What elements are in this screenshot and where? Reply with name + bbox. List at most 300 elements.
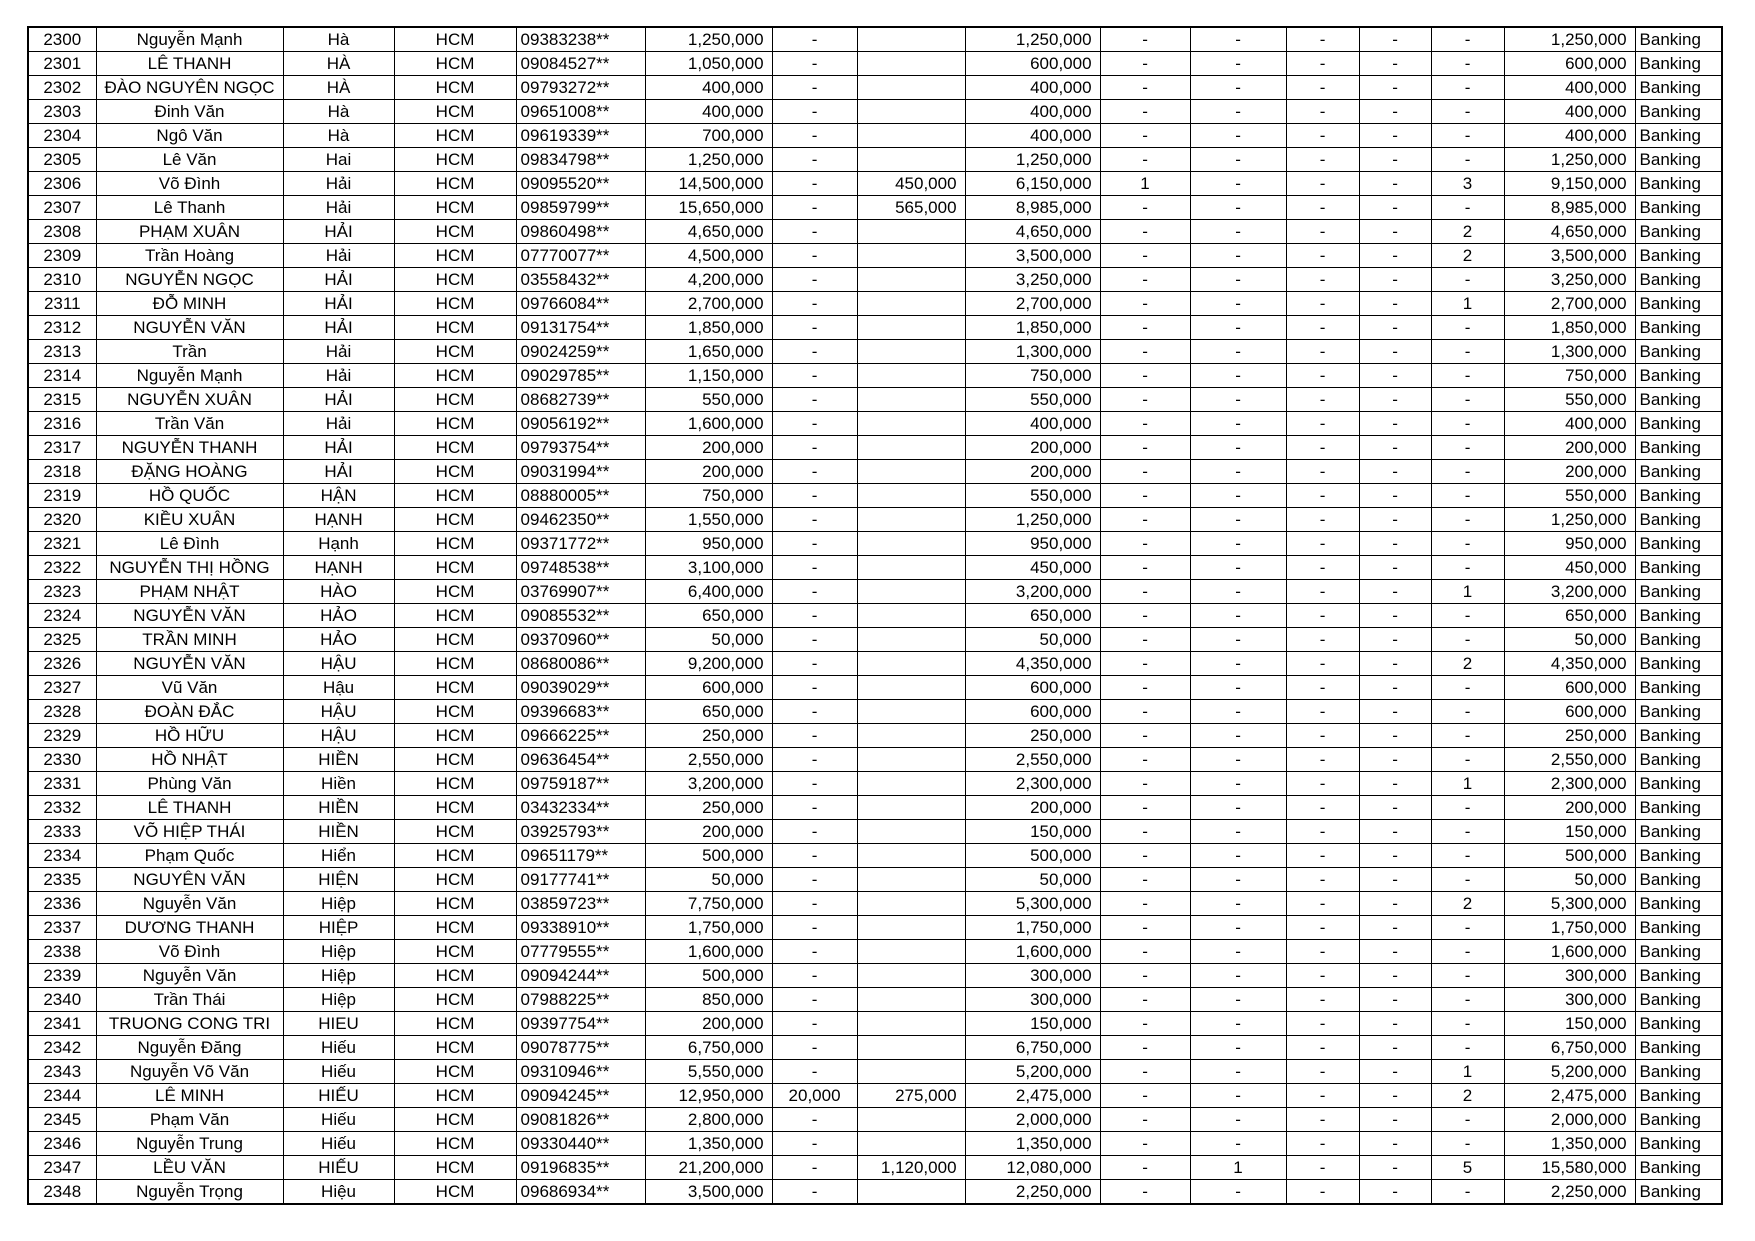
- flag-4-cell: -: [1359, 1036, 1431, 1060]
- deduction-cell: -: [772, 460, 857, 484]
- row-number: 2321: [28, 532, 96, 556]
- surname-cell: ĐÀO NGUYÊN NGỌC: [96, 76, 283, 100]
- flag-1-cell: -: [1100, 892, 1190, 916]
- flag-4-cell: -: [1359, 460, 1431, 484]
- flag-1-cell: -: [1100, 100, 1190, 124]
- net-amount-cell: 400,000: [965, 124, 1100, 148]
- net-amount-cell: 200,000: [965, 796, 1100, 820]
- row-number: 2334: [28, 844, 96, 868]
- paid-amount-cell: 400,000: [1504, 124, 1635, 148]
- flag-4-cell: -: [1359, 532, 1431, 556]
- gross-amount-cell: 400,000: [645, 76, 772, 100]
- flag-3-cell: -: [1286, 1012, 1359, 1036]
- fee-cell: [857, 556, 965, 580]
- gross-amount-cell: 2,550,000: [645, 748, 772, 772]
- method-cell: Banking: [1635, 844, 1722, 868]
- phone-cell: 09081826**: [516, 1108, 645, 1132]
- paid-amount-cell: 5,200,000: [1504, 1060, 1635, 1084]
- net-amount-cell: 2,700,000: [965, 292, 1100, 316]
- count-cell: -: [1431, 268, 1504, 292]
- gross-amount-cell: 400,000: [645, 100, 772, 124]
- table-row: [28, 844, 1722, 868]
- flag-3-cell: -: [1286, 268, 1359, 292]
- flag-3-cell: -: [1286, 628, 1359, 652]
- paid-amount-cell: 50,000: [1504, 868, 1635, 892]
- net-amount-cell: 550,000: [965, 388, 1100, 412]
- net-amount-cell: 200,000: [965, 436, 1100, 460]
- method-cell: Banking: [1635, 508, 1722, 532]
- fee-cell: [857, 27, 965, 52]
- phone-cell: 09383238**: [516, 27, 645, 52]
- table-row: [28, 892, 1722, 916]
- surname-cell: Phạm Văn: [96, 1108, 283, 1132]
- paid-amount-cell: 200,000: [1504, 436, 1635, 460]
- row-number: 2331: [28, 772, 96, 796]
- flag-2-cell: -: [1190, 868, 1286, 892]
- city-cell: HCM: [394, 844, 516, 868]
- flag-2-cell: -: [1190, 340, 1286, 364]
- fee-cell: [857, 724, 965, 748]
- count-cell: -: [1431, 748, 1504, 772]
- flag-3-cell: -: [1286, 1060, 1359, 1084]
- city-cell: HCM: [394, 220, 516, 244]
- city-cell: HCM: [394, 652, 516, 676]
- count-cell: -: [1431, 676, 1504, 700]
- flag-4-cell: -: [1359, 628, 1431, 652]
- paid-amount-cell: 2,475,000: [1504, 1084, 1635, 1108]
- fee-cell: [857, 676, 965, 700]
- table-row: [28, 364, 1722, 388]
- method-cell: Banking: [1635, 724, 1722, 748]
- flag-4-cell: -: [1359, 1012, 1431, 1036]
- deduction-cell: -: [772, 364, 857, 388]
- flag-3-cell: -: [1286, 508, 1359, 532]
- method-cell: Banking: [1635, 172, 1722, 196]
- method-cell: Banking: [1635, 580, 1722, 604]
- city-cell: HCM: [394, 52, 516, 76]
- phone-cell: 03432334**: [516, 796, 645, 820]
- flag-2-cell: -: [1190, 1132, 1286, 1156]
- table-row: [28, 27, 1722, 52]
- flag-2-cell: -: [1190, 676, 1286, 700]
- flag-4-cell: -: [1359, 1060, 1431, 1084]
- net-amount-cell: 250,000: [965, 724, 1100, 748]
- flag-1-cell: -: [1100, 940, 1190, 964]
- paid-amount-cell: 950,000: [1504, 532, 1635, 556]
- flag-2-cell: -: [1190, 460, 1286, 484]
- city-cell: HCM: [394, 436, 516, 460]
- fee-cell: 275,000: [857, 1084, 965, 1108]
- fee-cell: [857, 964, 965, 988]
- city-cell: HCM: [394, 508, 516, 532]
- flag-1-cell: -: [1100, 652, 1190, 676]
- method-cell: Banking: [1635, 1036, 1722, 1060]
- flag-3-cell: -: [1286, 220, 1359, 244]
- deduction-cell: -: [772, 940, 857, 964]
- flag-3-cell: -: [1286, 580, 1359, 604]
- count-cell: -: [1431, 916, 1504, 940]
- row-number: 2302: [28, 76, 96, 100]
- given-name-cell: Hiệp: [283, 940, 394, 964]
- flag-3-cell: -: [1286, 556, 1359, 580]
- net-amount-cell: 200,000: [965, 460, 1100, 484]
- flag-1-cell: -: [1100, 676, 1190, 700]
- method-cell: Banking: [1635, 316, 1722, 340]
- method-cell: Banking: [1635, 1180, 1722, 1205]
- row-number: 2318: [28, 460, 96, 484]
- given-name-cell: Hiếu: [283, 1132, 394, 1156]
- table-row: [28, 1156, 1722, 1180]
- city-cell: HCM: [394, 988, 516, 1012]
- phone-cell: 09636454**: [516, 748, 645, 772]
- surname-cell: NGUYÊN VĂN: [96, 868, 283, 892]
- count-cell: -: [1431, 1036, 1504, 1060]
- phone-cell: 08682739**: [516, 388, 645, 412]
- surname-cell: DƯƠNG THANH: [96, 916, 283, 940]
- gross-amount-cell: 200,000: [645, 1012, 772, 1036]
- gross-amount-cell: 50,000: [645, 628, 772, 652]
- city-cell: HCM: [394, 532, 516, 556]
- flag-2-cell: -: [1190, 508, 1286, 532]
- flag-2-cell: -: [1190, 172, 1286, 196]
- flag-3-cell: -: [1286, 1108, 1359, 1132]
- net-amount-cell: 650,000: [965, 604, 1100, 628]
- table-row: [28, 916, 1722, 940]
- table-row: [28, 508, 1722, 532]
- net-amount-cell: 600,000: [965, 676, 1100, 700]
- net-amount-cell: 1,850,000: [965, 316, 1100, 340]
- deduction-cell: -: [772, 1036, 857, 1060]
- given-name-cell: HIẾU: [283, 1156, 394, 1180]
- flag-3-cell: -: [1286, 1036, 1359, 1060]
- table-row: [28, 1132, 1722, 1156]
- phone-cell: 09651008**: [516, 100, 645, 124]
- table-row: [28, 748, 1722, 772]
- net-amount-cell: 8,985,000: [965, 196, 1100, 220]
- given-name-cell: HẢI: [283, 292, 394, 316]
- given-name-cell: HẬN: [283, 484, 394, 508]
- fee-cell: [857, 1036, 965, 1060]
- given-name-cell: Hiệp: [283, 892, 394, 916]
- row-number: 2314: [28, 364, 96, 388]
- flag-4-cell: -: [1359, 964, 1431, 988]
- method-cell: Banking: [1635, 1156, 1722, 1180]
- flag-1-cell: -: [1100, 988, 1190, 1012]
- surname-cell: Trần Văn: [96, 412, 283, 436]
- table-row: [28, 1108, 1722, 1132]
- fee-cell: [857, 76, 965, 100]
- table-row: [28, 724, 1722, 748]
- flag-2-cell: -: [1190, 1012, 1286, 1036]
- flag-1-cell: -: [1100, 748, 1190, 772]
- phone-cell: 09396683**: [516, 700, 645, 724]
- net-amount-cell: 50,000: [965, 628, 1100, 652]
- flag-4-cell: -: [1359, 436, 1431, 460]
- flag-2-cell: -: [1190, 364, 1286, 388]
- method-cell: Banking: [1635, 292, 1722, 316]
- paid-amount-cell: 1,750,000: [1504, 916, 1635, 940]
- net-amount-cell: 150,000: [965, 1012, 1100, 1036]
- flag-2-cell: -: [1190, 1060, 1286, 1084]
- surname-cell: NGUYỄN NGỌC: [96, 268, 283, 292]
- deduction-cell: -: [772, 268, 857, 292]
- paid-amount-cell: 8,985,000: [1504, 196, 1635, 220]
- flag-4-cell: -: [1359, 124, 1431, 148]
- phone-cell: 09310946**: [516, 1060, 645, 1084]
- row-number: 2310: [28, 268, 96, 292]
- flag-2-cell: -: [1190, 532, 1286, 556]
- table-row: [28, 436, 1722, 460]
- phone-cell: 09834798**: [516, 148, 645, 172]
- count-cell: -: [1431, 556, 1504, 580]
- table-body: [28, 27, 1722, 1204]
- paid-amount-cell: 450,000: [1504, 556, 1635, 580]
- city-cell: HCM: [394, 796, 516, 820]
- city-cell: HCM: [394, 1012, 516, 1036]
- fee-cell: [857, 700, 965, 724]
- flag-3-cell: -: [1286, 724, 1359, 748]
- flag-3-cell: -: [1286, 844, 1359, 868]
- given-name-cell: HẬU: [283, 652, 394, 676]
- paid-amount-cell: 3,200,000: [1504, 580, 1635, 604]
- surname-cell: Nguyễn Văn: [96, 892, 283, 916]
- net-amount-cell: 3,500,000: [965, 244, 1100, 268]
- table-row: [28, 652, 1722, 676]
- flag-4-cell: -: [1359, 916, 1431, 940]
- net-amount-cell: 3,250,000: [965, 268, 1100, 292]
- given-name-cell: HIẾU: [283, 1084, 394, 1108]
- flag-1-cell: -: [1100, 364, 1190, 388]
- row-number: 2301: [28, 52, 96, 76]
- net-amount-cell: 1,600,000: [965, 940, 1100, 964]
- phone-cell: 09031994**: [516, 460, 645, 484]
- city-cell: HCM: [394, 292, 516, 316]
- method-cell: Banking: [1635, 964, 1722, 988]
- fee-cell: [857, 148, 965, 172]
- row-number: 2329: [28, 724, 96, 748]
- table-row: [28, 412, 1722, 436]
- flag-3-cell: -: [1286, 196, 1359, 220]
- given-name-cell: Hà: [283, 27, 394, 52]
- flag-1-cell: -: [1100, 628, 1190, 652]
- city-cell: HCM: [394, 1084, 516, 1108]
- table-row: [28, 316, 1722, 340]
- row-number: 2327: [28, 676, 96, 700]
- surname-cell: NGUYỄN THỊ HỒNG: [96, 556, 283, 580]
- count-cell: -: [1431, 76, 1504, 100]
- fee-cell: [857, 436, 965, 460]
- surname-cell: PHẠM NHẬT: [96, 580, 283, 604]
- flag-3-cell: -: [1286, 988, 1359, 1012]
- fee-cell: [857, 916, 965, 940]
- gross-amount-cell: 650,000: [645, 700, 772, 724]
- net-amount-cell: 750,000: [965, 364, 1100, 388]
- phone-cell: 07770077**: [516, 244, 645, 268]
- flag-2-cell: -: [1190, 316, 1286, 340]
- gross-amount-cell: 1,350,000: [645, 1132, 772, 1156]
- table-row: [28, 100, 1722, 124]
- deduction-cell: -: [772, 1156, 857, 1180]
- flag-2-cell: -: [1190, 940, 1286, 964]
- flag-2-cell: -: [1190, 220, 1286, 244]
- row-number: 2347: [28, 1156, 96, 1180]
- deduction-cell: -: [772, 436, 857, 460]
- flag-3-cell: -: [1286, 124, 1359, 148]
- fee-cell: [857, 844, 965, 868]
- table-row: [28, 460, 1722, 484]
- paid-amount-cell: 750,000: [1504, 364, 1635, 388]
- surname-cell: Trần Hoàng: [96, 244, 283, 268]
- row-number: 2311: [28, 292, 96, 316]
- surname-cell: Nguyễn Trọng: [96, 1180, 283, 1205]
- method-cell: Banking: [1635, 676, 1722, 700]
- fee-cell: [857, 820, 965, 844]
- surname-cell: PHẠM XUÂN: [96, 220, 283, 244]
- net-amount-cell: 550,000: [965, 484, 1100, 508]
- table-row: [28, 1060, 1722, 1084]
- deduction-cell: -: [772, 628, 857, 652]
- deduction-cell: -: [772, 1060, 857, 1084]
- flag-2-cell: -: [1190, 1108, 1286, 1132]
- phone-cell: 09397754**: [516, 1012, 645, 1036]
- flag-1-cell: -: [1100, 1132, 1190, 1156]
- city-cell: HCM: [394, 892, 516, 916]
- flag-2-cell: -: [1190, 124, 1286, 148]
- city-cell: HCM: [394, 820, 516, 844]
- flag-3-cell: -: [1286, 52, 1359, 76]
- flag-3-cell: -: [1286, 796, 1359, 820]
- fee-cell: [857, 484, 965, 508]
- row-number: 2346: [28, 1132, 96, 1156]
- fee-cell: [857, 988, 965, 1012]
- paid-amount-cell: 4,650,000: [1504, 220, 1635, 244]
- flag-1-cell: -: [1100, 1156, 1190, 1180]
- phone-cell: 09029785**: [516, 364, 645, 388]
- net-amount-cell: 2,550,000: [965, 748, 1100, 772]
- given-name-cell: HẬU: [283, 700, 394, 724]
- paid-amount-cell: 6,750,000: [1504, 1036, 1635, 1060]
- deduction-cell: -: [772, 724, 857, 748]
- method-cell: Banking: [1635, 220, 1722, 244]
- fee-cell: [857, 1012, 965, 1036]
- method-cell: Banking: [1635, 52, 1722, 76]
- flag-1-cell: -: [1100, 244, 1190, 268]
- deduction-cell: -: [772, 244, 857, 268]
- method-cell: Banking: [1635, 196, 1722, 220]
- table-row: [28, 196, 1722, 220]
- table-row: [28, 964, 1722, 988]
- table-row: [28, 940, 1722, 964]
- city-cell: HCM: [394, 460, 516, 484]
- paid-amount-cell: 600,000: [1504, 676, 1635, 700]
- given-name-cell: HÀ: [283, 52, 394, 76]
- surname-cell: NGUYỄN XUÂN: [96, 388, 283, 412]
- gross-amount-cell: 1,600,000: [645, 940, 772, 964]
- flag-2-cell: -: [1190, 604, 1286, 628]
- row-number: 2300: [28, 27, 96, 52]
- flag-4-cell: -: [1359, 244, 1431, 268]
- gross-amount-cell: 200,000: [645, 820, 772, 844]
- paid-amount-cell: 9,150,000: [1504, 172, 1635, 196]
- flag-4-cell: -: [1359, 1132, 1431, 1156]
- flag-4-cell: -: [1359, 148, 1431, 172]
- paid-amount-cell: 400,000: [1504, 76, 1635, 100]
- fee-cell: [857, 796, 965, 820]
- gross-amount-cell: 9,200,000: [645, 652, 772, 676]
- table-row: [28, 1084, 1722, 1108]
- flag-4-cell: -: [1359, 604, 1431, 628]
- flag-2-cell: -: [1190, 196, 1286, 220]
- phone-cell: 09338910**: [516, 916, 645, 940]
- surname-cell: NGUYỄN VĂN: [96, 652, 283, 676]
- given-name-cell: Hiển: [283, 844, 394, 868]
- flag-1-cell: -: [1100, 412, 1190, 436]
- phone-cell: 09131754**: [516, 316, 645, 340]
- flag-1-cell: -: [1100, 436, 1190, 460]
- table-row: [28, 388, 1722, 412]
- count-cell: 2: [1431, 652, 1504, 676]
- city-cell: HCM: [394, 27, 516, 52]
- flag-2-cell: -: [1190, 628, 1286, 652]
- flag-2-cell: -: [1190, 892, 1286, 916]
- gross-amount-cell: 5,550,000: [645, 1060, 772, 1084]
- fee-cell: [857, 388, 965, 412]
- given-name-cell: Hạnh: [283, 532, 394, 556]
- flag-2-cell: -: [1190, 964, 1286, 988]
- flag-1-cell: -: [1100, 1012, 1190, 1036]
- flag-2-cell: -: [1190, 556, 1286, 580]
- net-amount-cell: 4,350,000: [965, 652, 1100, 676]
- surname-cell: Lê Đình: [96, 532, 283, 556]
- method-cell: Banking: [1635, 124, 1722, 148]
- net-amount-cell: 1,250,000: [965, 27, 1100, 52]
- row-number: 2335: [28, 868, 96, 892]
- row-number: 2322: [28, 556, 96, 580]
- paid-amount-cell: 600,000: [1504, 52, 1635, 76]
- city-cell: HCM: [394, 748, 516, 772]
- surname-cell: Nguyễn Võ Văn: [96, 1060, 283, 1084]
- fee-cell: [857, 1180, 965, 1205]
- method-cell: Banking: [1635, 1060, 1722, 1084]
- row-number: 2345: [28, 1108, 96, 1132]
- gross-amount-cell: 2,700,000: [645, 292, 772, 316]
- paid-amount-cell: 1,300,000: [1504, 340, 1635, 364]
- flag-2-cell: -: [1190, 916, 1286, 940]
- count-cell: -: [1431, 940, 1504, 964]
- row-number: 2330: [28, 748, 96, 772]
- count-cell: 1: [1431, 292, 1504, 316]
- given-name-cell: Hải: [283, 412, 394, 436]
- given-name-cell: HIỆP: [283, 916, 394, 940]
- deduction-cell: -: [772, 1132, 857, 1156]
- phone-cell: 09666225**: [516, 724, 645, 748]
- deduction-cell: -: [772, 772, 857, 796]
- city-cell: HCM: [394, 196, 516, 220]
- paid-amount-cell: 1,600,000: [1504, 940, 1635, 964]
- flag-1-cell: -: [1100, 1036, 1190, 1060]
- deduction-cell: -: [772, 820, 857, 844]
- flag-4-cell: -: [1359, 364, 1431, 388]
- deduction-cell: -: [772, 868, 857, 892]
- gross-amount-cell: 15,650,000: [645, 196, 772, 220]
- city-cell: HCM: [394, 388, 516, 412]
- fee-cell: [857, 652, 965, 676]
- flag-2-cell: -: [1190, 772, 1286, 796]
- flag-1-cell: -: [1100, 1108, 1190, 1132]
- surname-cell: TRUONG CONG TRI: [96, 1012, 283, 1036]
- deduction-cell: -: [772, 172, 857, 196]
- count-cell: -: [1431, 124, 1504, 148]
